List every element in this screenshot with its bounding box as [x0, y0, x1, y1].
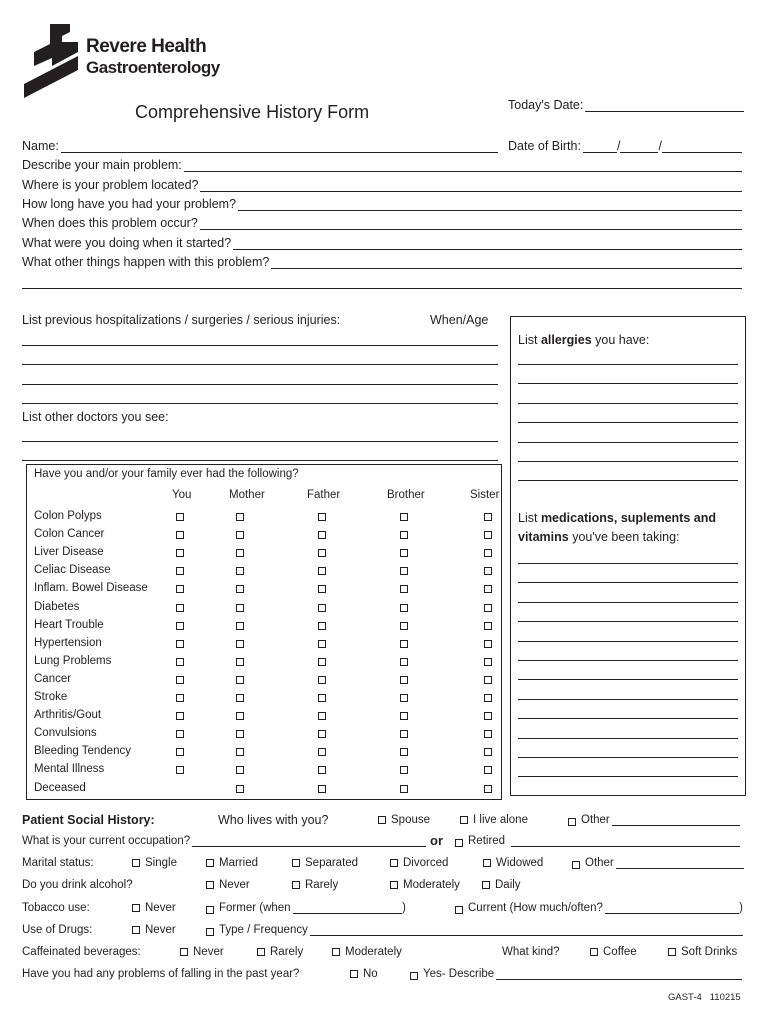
checkbox-icon[interactable]: [484, 658, 492, 666]
extra-line[interactable]: [22, 288, 742, 289]
col-sister: Sister: [470, 489, 500, 501]
dob-label: Date of Birth:: [508, 139, 581, 153]
caffeine-moderately-option[interactable]: Moderately: [332, 946, 402, 958]
todays-date-field[interactable]: [508, 98, 744, 112]
checkbox-icon[interactable]: [400, 712, 408, 720]
other-doctors-label: List other doctors you see:: [22, 410, 169, 424]
checkbox-icon[interactable]: [176, 585, 184, 593]
drugs-label: Use of Drugs:: [22, 924, 93, 936]
medication-line[interactable]: [518, 582, 738, 583]
condition-label: Lung Problems: [34, 654, 112, 667]
activity-label: What were you doing when it started?: [22, 236, 232, 250]
checkbox-icon[interactable]: [400, 513, 408, 521]
checkbox-icon[interactable]: [400, 567, 408, 575]
caffeine-never-option[interactable]: Never: [180, 946, 224, 958]
checkbox-icon[interactable]: [318, 785, 326, 793]
other-symptoms-field[interactable]: [22, 255, 742, 269]
checkbox-icon[interactable]: [176, 766, 184, 774]
table-row: [0, 691, 520, 709]
checkbox-icon[interactable]: [236, 622, 244, 630]
medication-line[interactable]: [518, 621, 738, 622]
table-row: [0, 673, 520, 691]
checkbox-icon: [568, 818, 576, 826]
condition-label: Arthritis/Gout: [34, 709, 102, 722]
checkbox-icon[interactable]: [176, 549, 184, 557]
occurrence-label: When does this problem occur?: [22, 216, 198, 230]
checkbox-icon[interactable]: [318, 585, 326, 593]
medication-line[interactable]: [518, 602, 738, 603]
checkbox-icon[interactable]: [484, 694, 492, 702]
alone-option[interactable]: I live alone: [460, 814, 528, 826]
checkbox-icon[interactable]: [236, 730, 244, 738]
table-row: [0, 727, 520, 745]
duration-label: How long have you had your problem?: [22, 197, 237, 211]
table-row: [0, 582, 520, 600]
medication-line[interactable]: [518, 718, 738, 719]
checkbox-icon: [132, 859, 140, 867]
drugs-never-option[interactable]: Never: [132, 924, 176, 936]
allergies-label: List allergies you have:: [518, 333, 650, 347]
checkbox-icon[interactable]: [484, 549, 492, 557]
checkbox-icon[interactable]: [236, 785, 244, 793]
lives-with-label: Who lives with you?: [218, 813, 329, 827]
social-history-title: Patient Social History:: [22, 813, 155, 827]
medication-line[interactable]: [518, 757, 738, 758]
checkbox-icon[interactable]: [236, 549, 244, 557]
coffee-option[interactable]: Coffee: [590, 946, 637, 958]
checkbox-icon[interactable]: [318, 513, 326, 521]
alcohol-label: Do you drink alcohol?: [22, 879, 133, 891]
checkbox-icon[interactable]: [484, 712, 492, 720]
tobacco-former-option[interactable]: Former (when ): [206, 902, 406, 914]
table-row: [0, 782, 520, 800]
duration-field[interactable]: [22, 197, 742, 211]
checkbox-icon[interactable]: [484, 622, 492, 630]
checkbox-icon[interactable]: [236, 676, 244, 684]
checkbox-icon: [132, 926, 140, 934]
checkbox-icon[interactable]: [176, 712, 184, 720]
condition-label: Bleeding Tendency: [34, 745, 131, 758]
todays-date-label: Today's Date:: [508, 98, 584, 112]
col-brother: Brother: [387, 489, 425, 501]
location-label: Where is your problem located?: [22, 178, 199, 192]
allergies-medications-box: [510, 316, 746, 796]
spouse-option[interactable]: Spouse: [378, 814, 430, 826]
medication-line[interactable]: [518, 776, 738, 777]
divorced-option[interactable]: Divorced: [390, 857, 448, 869]
condition-label: Colon Cancer: [34, 528, 105, 541]
checkbox-icon[interactable]: [484, 676, 492, 684]
checkbox-icon[interactable]: [236, 640, 244, 648]
checkbox-icon[interactable]: [484, 640, 492, 648]
checkbox-icon[interactable]: [484, 531, 492, 539]
occupation-field[interactable]: What is your current occupation?: [22, 835, 426, 847]
condition-label: Colon Polyps: [34, 510, 102, 522]
doctor-line[interactable]: [22, 460, 498, 461]
checkbox-icon: [206, 906, 214, 914]
tobacco-label: Tobacco use:: [22, 902, 90, 914]
condition-label: Mental Illness: [34, 763, 105, 776]
hospitalizations-label: List previous hospitalizations / surgeries / serious injuries:: [22, 313, 341, 327]
alcohol-daily-option[interactable]: Daily: [482, 879, 521, 891]
activity-field[interactable]: [22, 236, 742, 250]
allergy-line[interactable]: [518, 442, 738, 443]
checkbox-icon[interactable]: [400, 622, 408, 630]
checkbox-icon[interactable]: [176, 567, 184, 575]
medications-label: List medications, suplements and: [518, 511, 716, 525]
checkbox-icon[interactable]: [318, 694, 326, 702]
medications-label-2: vitamins you've been taking:: [518, 530, 680, 544]
logo-line-2: Gastroenterology: [86, 58, 220, 77]
checkbox-icon[interactable]: [484, 766, 492, 774]
checkbox-icon[interactable]: [484, 513, 492, 521]
checkbox-icon: [180, 948, 188, 956]
table-row: [0, 619, 520, 637]
logo: [22, 22, 242, 102]
checkbox-icon: [257, 948, 265, 956]
checkbox-icon[interactable]: [176, 694, 184, 702]
checkbox-icon[interactable]: [400, 748, 408, 756]
checkbox-icon: [590, 948, 598, 956]
checkbox-icon[interactable]: [236, 604, 244, 612]
checkbox-icon: [206, 881, 214, 889]
checkbox-icon[interactable]: [176, 513, 184, 521]
condition-label: Liver Disease: [34, 546, 104, 559]
table-row: [0, 655, 520, 673]
retired-field[interactable]: Retired: [455, 835, 740, 847]
checkbox-icon[interactable]: [318, 712, 326, 720]
alcohol-moderately-option[interactable]: Moderately: [390, 879, 460, 891]
hospitalization-line[interactable]: [22, 364, 498, 365]
checkbox-icon: [206, 928, 214, 936]
revere-health-logo-icon: [22, 22, 82, 102]
name-field[interactable]: [22, 139, 498, 153]
medication-line[interactable]: [518, 563, 738, 564]
alcohol-never-option[interactable]: Never: [206, 879, 250, 891]
what-kind-label: What kind?: [502, 946, 560, 958]
allergy-line[interactable]: [518, 461, 738, 462]
checkbox-icon[interactable]: [484, 730, 492, 738]
alcohol-rarely-option[interactable]: Rarely: [292, 879, 338, 891]
checkbox-icon[interactable]: [318, 748, 326, 756]
checkbox-icon: [455, 906, 463, 914]
checkbox-icon: [460, 816, 468, 824]
checkbox-icon[interactable]: [400, 549, 408, 557]
checkbox-icon: [390, 881, 398, 889]
checkbox-icon[interactable]: [318, 658, 326, 666]
main-problem-label: Describe your main problem:: [22, 158, 182, 172]
checkbox-icon: [350, 970, 358, 978]
single-option[interactable]: Single: [132, 857, 177, 869]
col-mother: Mother: [229, 489, 265, 501]
condition-label: Diabetes: [34, 600, 80, 613]
checkbox-icon[interactable]: [400, 640, 408, 648]
checkbox-icon[interactable]: [176, 748, 184, 756]
location-field[interactable]: [22, 178, 742, 192]
checkbox-icon[interactable]: [176, 531, 184, 539]
tobacco-current-option[interactable]: Current (How much/often? ): [455, 902, 743, 914]
condition-label: Convulsions: [34, 727, 97, 740]
checkbox-icon: [332, 948, 340, 956]
medication-line[interactable]: [518, 641, 738, 642]
medication-line[interactable]: [518, 699, 738, 700]
checkbox-icon[interactable]: [318, 567, 326, 575]
medication-line[interactable]: [518, 679, 738, 680]
checkbox-icon[interactable]: [484, 785, 492, 793]
main-problem-field[interactable]: [22, 158, 742, 172]
col-you: You: [172, 489, 192, 501]
checkbox-icon[interactable]: [318, 676, 326, 684]
checkbox-icon[interactable]: [176, 640, 184, 648]
falling-label: Have you had any problems of falling in the past year?: [22, 968, 300, 980]
condition-label: Heart Trouble: [34, 618, 104, 631]
checkbox-icon: [668, 948, 676, 956]
checkbox-icon[interactable]: [176, 658, 184, 666]
checkbox-icon: [206, 859, 214, 867]
checkbox-icon[interactable]: [400, 730, 408, 738]
checkbox-icon[interactable]: [400, 676, 408, 684]
condition-label: Deceased: [34, 781, 86, 794]
page-title: Comprehensive History Form: [135, 102, 370, 122]
checkbox-icon: [483, 859, 491, 867]
medication-line[interactable]: [518, 660, 738, 661]
allergy-line[interactable]: [518, 364, 738, 365]
dob-field[interactable]: Date of Birth: / /: [508, 139, 742, 153]
married-option[interactable]: Married: [206, 857, 258, 869]
caffeine-label: Caffeinated beverages:: [22, 946, 141, 958]
checkbox-icon: [410, 972, 418, 980]
condition-label: Stroke: [34, 691, 68, 703]
checkbox-icon[interactable]: [400, 785, 408, 793]
separated-option[interactable]: Separated: [292, 857, 358, 869]
checkbox-icon[interactable]: [236, 694, 244, 702]
checkbox-icon[interactable]: [176, 604, 184, 612]
when-age-label: When/Age: [430, 313, 489, 327]
table-row: [0, 564, 520, 582]
checkbox-icon[interactable]: [236, 748, 244, 756]
checkbox-icon[interactable]: [176, 676, 184, 684]
allergy-line[interactable]: [518, 480, 738, 481]
checkbox-icon[interactable]: [400, 658, 408, 666]
table-row: [0, 745, 520, 763]
hospitalization-line[interactable]: [22, 384, 498, 385]
table-row: [0, 528, 520, 546]
checkbox-icon[interactable]: [318, 549, 326, 557]
checkbox-icon[interactable]: [318, 604, 326, 612]
checkbox-icon[interactable]: [318, 730, 326, 738]
hospitalization-line[interactable]: [22, 403, 498, 404]
logo-line-1: Revere Health: [86, 36, 207, 57]
marital-label: Marital status:: [22, 857, 94, 869]
col-father: Father: [307, 489, 341, 501]
condition-label: Cancer: [34, 672, 72, 685]
caffeine-rarely-option[interactable]: Rarely: [257, 946, 303, 958]
checkbox-icon[interactable]: [484, 748, 492, 756]
widowed-option[interactable]: Widowed: [483, 857, 543, 869]
or-label: or: [430, 833, 443, 848]
medication-line[interactable]: [518, 738, 738, 739]
checkbox-icon: [482, 881, 490, 889]
family-history-question: Have you and/or your family ever had the following?: [34, 468, 299, 480]
checkbox-icon[interactable]: [400, 531, 408, 539]
checkbox-icon[interactable]: [176, 622, 184, 630]
checkbox-icon[interactable]: [236, 531, 244, 539]
table-row: [0, 637, 520, 655]
doctor-line[interactable]: [22, 441, 498, 442]
hospitalization-line[interactable]: [22, 345, 498, 346]
allergy-line[interactable]: [518, 422, 738, 423]
checkbox-icon: [292, 881, 300, 889]
other-symptoms-label: What other things happen with this problem?: [22, 255, 270, 269]
checkbox-icon[interactable]: [484, 604, 492, 612]
table-row: [0, 709, 520, 727]
checkbox-icon: [292, 859, 300, 867]
table-row: [0, 601, 520, 619]
checkbox-icon: [455, 839, 463, 847]
checkbox-icon[interactable]: [318, 531, 326, 539]
checkbox-icon: [572, 861, 580, 869]
table-row: [0, 763, 520, 781]
condition-label: Inflam. Bowel Disease: [34, 582, 148, 595]
checkbox-icon: [390, 859, 398, 867]
checkbox-icon[interactable]: [236, 567, 244, 575]
tobacco-never-option[interactable]: Never: [132, 902, 176, 914]
checkbox-icon[interactable]: [484, 585, 492, 593]
checkbox-icon: [378, 816, 386, 824]
checkbox-icon[interactable]: [400, 604, 408, 612]
checkbox-icon[interactable]: [318, 640, 326, 648]
allergy-line[interactable]: [518, 403, 738, 404]
checkbox-icon[interactable]: [400, 694, 408, 702]
occurrence-field[interactable]: [22, 216, 742, 230]
table-row: [0, 546, 520, 564]
lives-other-option[interactable]: Other: [568, 814, 740, 826]
name-label: Name:: [22, 139, 59, 153]
form-code: GAST-4 110215: [668, 992, 741, 1003]
checkbox-icon[interactable]: [236, 513, 244, 521]
checkbox-icon[interactable]: [236, 585, 244, 593]
allergy-line[interactable]: [518, 383, 738, 384]
falling-no-option[interactable]: No: [350, 968, 378, 980]
checkbox-icon[interactable]: [176, 730, 184, 738]
marital-other-option[interactable]: Other: [572, 857, 744, 869]
condition-label: Hypertension: [34, 636, 102, 649]
checkbox-icon[interactable]: [400, 585, 408, 593]
checkbox-icon[interactable]: [484, 567, 492, 575]
checkbox-icon[interactable]: [400, 766, 408, 774]
checkbox-icon[interactable]: [318, 622, 326, 630]
checkbox-icon[interactable]: [236, 658, 244, 666]
checkbox-icon[interactable]: [236, 712, 244, 720]
checkbox-icon[interactable]: [318, 766, 326, 774]
table-row: [0, 510, 520, 528]
falling-yes-option[interactable]: Yes- Describe: [410, 968, 742, 980]
checkbox-icon: [132, 904, 140, 912]
checkbox-icon[interactable]: [236, 766, 244, 774]
drugs-type-option[interactable]: Type / Frequency: [206, 924, 743, 936]
soft-drinks-option[interactable]: Soft Drinks: [668, 946, 737, 958]
condition-label: Celiac Disease: [34, 564, 111, 577]
